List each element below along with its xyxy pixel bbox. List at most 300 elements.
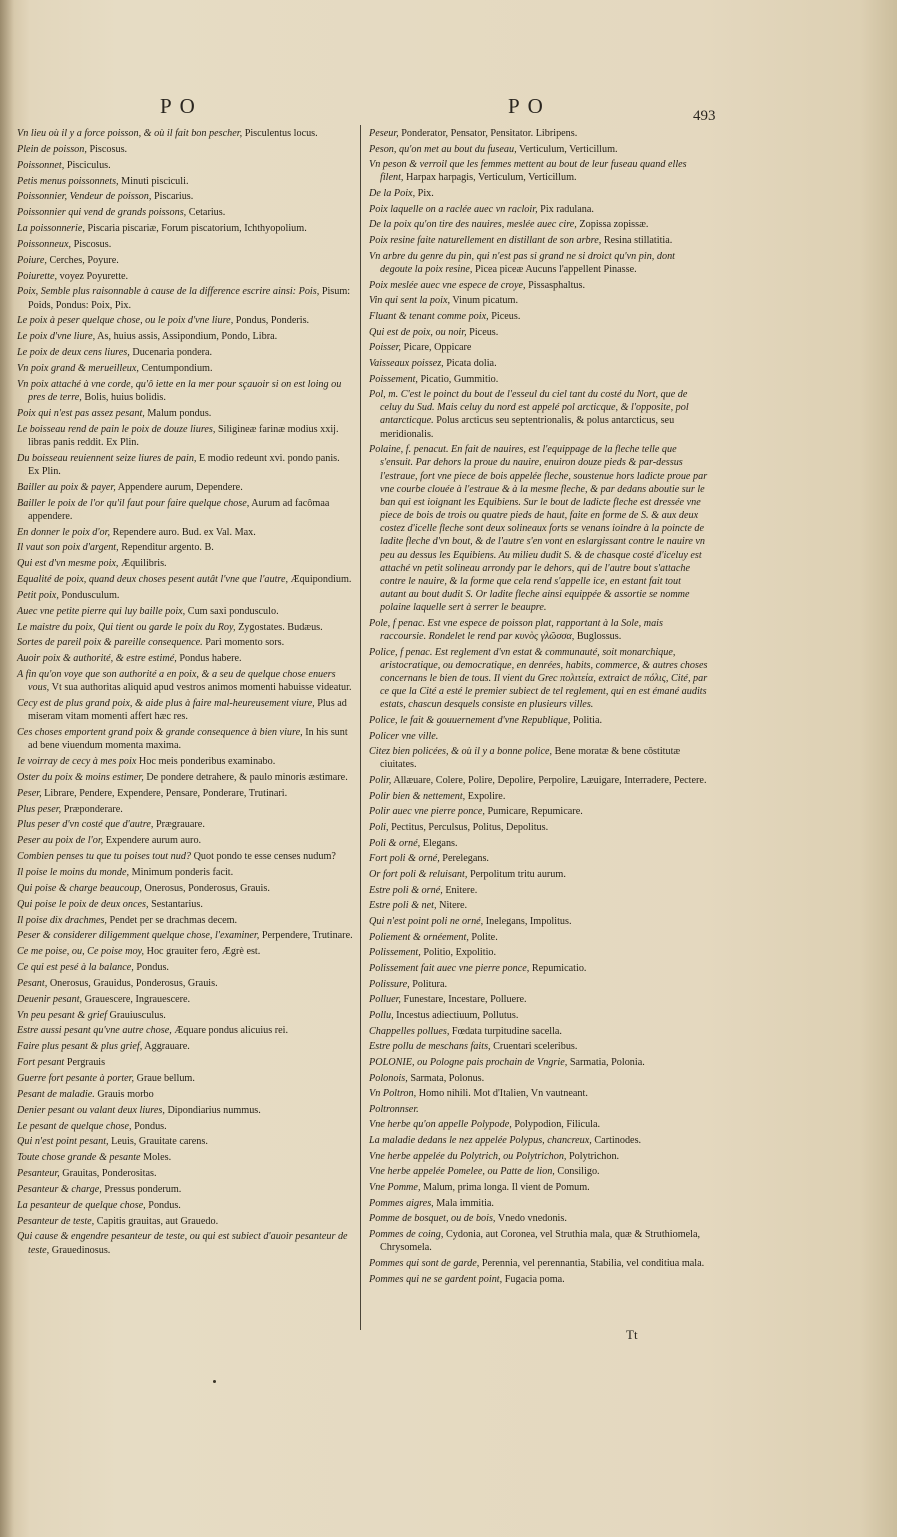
dictionary-entry xyxy=(369,884,709,897)
entry-french: Policer vne ville. xyxy=(369,730,439,742)
dictionary-entry xyxy=(17,726,353,752)
dictionary-entry xyxy=(369,852,709,865)
entry-latin: Cum saxi pondusculo. xyxy=(185,605,279,617)
entry-french: Estre pollu de meschans faits, xyxy=(369,1041,491,1053)
entry-latin: Sarmatia, Polonia. xyxy=(567,1056,645,1068)
entry-latin: In his sunt ad bene viuendum momenta maxima. xyxy=(28,727,348,752)
entry-french: Qui est d'vn mesme poix, xyxy=(17,558,119,570)
entry-french: Vaisseaux poissez, xyxy=(369,357,444,369)
dictionary-entry xyxy=(369,868,709,881)
entry-latin: Harpax harpagis, Verticulum, Verticillum. xyxy=(403,172,577,184)
dictionary-entry xyxy=(17,589,353,602)
entry-latin: Perpendere, Trutinare. xyxy=(259,930,353,942)
entry-latin: Pix radulana. xyxy=(537,203,594,215)
dictionary-entry xyxy=(17,1088,353,1101)
entry-french: Denier pesant ou valant deux liures, xyxy=(17,1104,165,1116)
entry-latin: Grauescere, Ingrauescere. xyxy=(82,993,191,1005)
binding-shadow xyxy=(0,0,14,1537)
dictionary-entry xyxy=(17,961,353,974)
entry-latin: Resina stillatitia. xyxy=(601,235,673,247)
entry-latin: Onerosus, Grauidus, Ponderosus, Grauis. xyxy=(47,977,218,989)
entry-french: Peser, xyxy=(17,787,42,799)
dictionary-entry xyxy=(369,646,709,712)
entry-french: Polissement fait auec vne pierre ponce, xyxy=(369,962,530,974)
entry-french: Le boisseau rend de pain le poix de douze liures, xyxy=(17,423,216,435)
entry-latin: Perpolitum tritu aurum. xyxy=(467,868,566,880)
entry-french: Pomme de bosquet, ou de bois, xyxy=(369,1213,496,1225)
dictionary-entry xyxy=(369,745,709,771)
dictionary-entry xyxy=(17,914,353,927)
entry-french: Vn poix grand & merueilleux, xyxy=(17,362,139,374)
entry-latin: Graue bellum. xyxy=(134,1072,195,1084)
entry-latin: Polite. xyxy=(468,931,498,943)
ornament-dot xyxy=(213,1380,216,1383)
dictionary-entry xyxy=(369,357,709,370)
entry-french: Plein de poisson, xyxy=(17,143,87,155)
dictionary-entry xyxy=(17,452,353,478)
dictionary-entry xyxy=(369,294,709,307)
entry-french: La pesanteur de quelque chose, xyxy=(17,1199,146,1211)
entry-french: Polonois, xyxy=(369,1072,408,1084)
entry-french: Vne herbe appelée du Polytrich, ou Polytrichon, xyxy=(369,1150,567,1162)
entry-french: Pollu, xyxy=(369,1009,394,1021)
entry-french: Estre poli & orné, xyxy=(369,884,443,896)
entry-latin: Fugacia poma. xyxy=(502,1273,565,1285)
entry-french: Qui poise & charge beaucoup, xyxy=(17,882,142,894)
dictionary-entry xyxy=(17,697,353,723)
dictionary-entry xyxy=(17,206,353,219)
column-rule xyxy=(360,125,361,1330)
entry-french: Pommes qui ne se gardent point, xyxy=(369,1273,503,1285)
entry-french: Fluant & tenant comme poix, xyxy=(369,310,489,322)
entry-latin: Expendere aurum auro. xyxy=(103,835,202,847)
entry-latin: Pisculentus locus. xyxy=(242,128,318,139)
entry-french: Peser & considerer diligemment quelque chose, l'examiner, xyxy=(17,930,260,942)
entry-french: Poix meslée auec vne espece de croye, xyxy=(369,279,526,291)
entry-latin: Vnedo vnedonis. xyxy=(495,1213,567,1225)
entry-latin: Pondusculum. xyxy=(58,589,120,601)
entry-french: Petit poix, xyxy=(17,589,59,601)
running-head-left: PO xyxy=(160,94,203,118)
dictionary-entry xyxy=(17,1009,353,1022)
entry-french: En donner le poix d'or, xyxy=(17,526,111,538)
dictionary-entry xyxy=(369,1257,709,1270)
entry-latin: Appendere aurum, Dependere. xyxy=(115,481,243,493)
dictionary-entry xyxy=(17,254,353,267)
entry-french: Pommes de coing, xyxy=(369,1229,444,1241)
dictionary-entry xyxy=(17,787,353,800)
entry-french: Auoir poix & authorité, & estre estimé, xyxy=(17,653,177,665)
dictionary-entry xyxy=(17,190,353,203)
entry-french: Police, le fait & gouuernement d'vne Republique, xyxy=(369,714,571,726)
dictionary-entry xyxy=(369,837,709,850)
entry-latin: Pumicare, Repumicare. xyxy=(484,806,583,818)
entry-latin: Enitere. xyxy=(442,884,478,896)
entry-french: Oster du poix & moins estimer, xyxy=(17,771,144,783)
entry-latin: Inelegans, Impolitus. xyxy=(483,915,572,927)
dictionary-entry xyxy=(369,158,709,184)
entry-french: Plus peser, xyxy=(17,803,62,815)
dictionary-entry xyxy=(17,1215,353,1228)
entry-latin: Hoc meis ponderibus examinabo. xyxy=(136,756,276,768)
dictionary-entry xyxy=(369,326,709,339)
dictionary-entry xyxy=(17,159,353,172)
entry-latin: Piscaria piscariæ, Forum piscatorium, Ichthyopolium. xyxy=(84,223,307,235)
entry-french: Poissonnier, Vendeur de poisson, xyxy=(17,191,152,203)
dictionary-entry xyxy=(369,821,709,834)
entry-latin: Polypodion, Filicula. xyxy=(511,1119,601,1131)
entry-french: Vne herbe appelée Pomelee, ou Patte de lion, xyxy=(369,1166,555,1178)
dictionary-entry xyxy=(17,330,353,343)
entry-french: Qui cause & engendre pesanteur de teste, ou qui est subiect d'auoir pesanteur de teste, xyxy=(17,1231,348,1256)
entry-latin: Aurum ad facômaa appendere. xyxy=(28,497,330,522)
entry-latin: Pectitus, Perculsus, Politus, Depolitus. xyxy=(388,822,549,833)
entry-latin: Librare, Pendere, Expendere, Pensare, Ponderare, Trutinari. xyxy=(41,787,288,799)
entry-latin: Elegans. xyxy=(420,837,458,849)
dictionary-entry xyxy=(17,526,353,539)
entry-french: Pesanteur, xyxy=(17,1168,60,1180)
entry-latin: Cruentari sceleribus. xyxy=(490,1041,578,1053)
entry-french: Poiurette, xyxy=(17,270,58,282)
dictionary-entry xyxy=(17,1104,353,1117)
entry-latin: Piceus. xyxy=(466,326,499,338)
dictionary-entry xyxy=(17,127,353,140)
dictionary-entry xyxy=(17,866,353,879)
entry-latin: Grauedinosus. xyxy=(49,1244,111,1256)
dictionary-entry xyxy=(17,850,353,863)
entry-latin: Zygostates. Budæus. xyxy=(235,621,323,633)
dictionary-entry xyxy=(369,774,709,787)
dictionary-entry xyxy=(369,388,709,441)
dictionary-entry xyxy=(17,238,353,251)
entry-latin: Cerches, Poyure. xyxy=(46,254,119,266)
dictionary-entry xyxy=(369,978,709,991)
entry-latin: Cetarius. xyxy=(186,207,226,219)
dictionary-entry xyxy=(369,993,709,1006)
dictionary-entry xyxy=(17,818,353,831)
dictionary-entry xyxy=(369,1134,709,1147)
entry-french: Poissonnier qui vend de grands poissons, xyxy=(17,207,187,219)
entry-latin: Picare, Oppicare xyxy=(400,342,472,354)
entry-french: Citez bien policées, & où il y a bonne police, xyxy=(369,746,553,758)
entry-french: Vin qui sent la poix, xyxy=(369,295,451,307)
entry-french: Qui n'est point poli ne orné, xyxy=(369,915,484,927)
dictionary-entry xyxy=(369,915,709,928)
entry-latin: Expolire. xyxy=(465,790,506,802)
dictionary-entry xyxy=(17,929,353,942)
entry-latin: Vinum picatum. xyxy=(450,295,518,307)
entry-french: Poli, xyxy=(369,822,389,833)
dictionary-entry xyxy=(369,1181,709,1194)
entry-latin: Vt sua authoritas aliquid apud vestros animos momenti habuisse videatur. xyxy=(49,682,352,694)
entry-latin: Grauitas, Ponderositas. xyxy=(59,1168,157,1180)
entry-french: Pesanteur de teste, xyxy=(17,1215,95,1227)
entry-latin: Rependitur argento. B. xyxy=(118,542,214,554)
entry-latin: E modio redeunt xvi. pondo panis. Ex Plin. xyxy=(28,452,340,477)
entry-french: Polissement, xyxy=(369,947,421,959)
dictionary-entry xyxy=(369,310,709,323)
dictionary-entry xyxy=(17,378,353,404)
dictionary-entry xyxy=(17,755,353,768)
entry-latin: De pondere detrahere, & paulo minoris æstimare. xyxy=(143,771,348,783)
entry-latin: Mala immitia. xyxy=(433,1197,494,1209)
dictionary-entry xyxy=(17,1230,353,1256)
entry-latin: Grauiusculus. xyxy=(106,1009,166,1021)
entry-french: Du boisseau reuiennent seize liures de pain, xyxy=(17,452,197,464)
dictionary-entry xyxy=(369,443,709,614)
entry-latin: Polytrichon. xyxy=(566,1150,620,1162)
entry-latin: Pix. xyxy=(415,188,434,200)
dictionary-entry xyxy=(369,279,709,292)
dictionary-entry xyxy=(369,1009,709,1022)
entry-french: Pol, m. C'est le poinct du bout de l'esseul du ciel tant du costé du Nort, que de celuy du Sud. Mais celuy du nord est appelé pol arcticque, & l'opposite, pol antarcticque. xyxy=(369,389,689,427)
dictionary-entry xyxy=(17,1072,353,1085)
entry-french: A fin qu'on voye que son authorité a en poix, & a seu de quelque chose enuers vous, xyxy=(17,669,336,694)
dictionary-entry xyxy=(369,1056,709,1069)
dictionary-entry xyxy=(369,899,709,912)
dictionary-entry xyxy=(369,946,709,959)
entry-latin: Funestare, Incestare, Polluere. xyxy=(400,994,527,1006)
entry-french: Vne Pomme, xyxy=(369,1182,421,1194)
dictionary-entry xyxy=(17,362,353,375)
entry-latin: Pondus habere. xyxy=(176,653,242,665)
entry-latin: Præponderare. xyxy=(61,803,123,815)
entry-french: Fort poli & orné, xyxy=(369,853,440,865)
entry-latin: voyez Poyurette. xyxy=(57,270,129,282)
entry-french: Polir bien & nettement, xyxy=(369,790,466,802)
entry-french: Poisser, xyxy=(369,342,401,354)
entry-french: Ce qui est pesé à la balance, xyxy=(17,962,134,974)
dictionary-entry xyxy=(17,573,353,586)
dictionary-entry xyxy=(17,945,353,958)
entry-latin: Piscosus. xyxy=(86,143,128,155)
entry-french: Ces choses emportent grand poix & grande consequence à bien viure, xyxy=(17,727,303,739)
right-column xyxy=(369,127,709,1288)
dictionary-entry xyxy=(369,1165,709,1178)
entry-french: Vn lieu où il y a force poisson, & où il fait bon pescher, xyxy=(17,128,243,139)
entry-latin: Pressus ponderum. xyxy=(101,1183,182,1195)
dictionary-entry xyxy=(17,541,353,554)
dictionary-entry xyxy=(17,222,353,235)
entry-french: Poissement, xyxy=(369,373,418,385)
entry-latin: Centumpondium. xyxy=(138,362,213,374)
entry-latin: Politura. xyxy=(409,978,448,990)
entry-french: Polissure, xyxy=(369,978,410,990)
dictionary-entry xyxy=(369,373,709,386)
entry-french: Vn peu pesant & grief xyxy=(17,1009,107,1021)
entry-french: Or fort poli & reluisant, xyxy=(369,868,468,880)
entry-french: Le pesant de quelque chose, xyxy=(17,1120,132,1132)
entry-latin: Verticulum, Verticillum. xyxy=(516,143,618,155)
entry-french: Poiure, xyxy=(17,254,47,266)
dictionary-entry xyxy=(17,834,353,847)
entry-latin: As, huius assis, Assipondium, Pondo, Libra. xyxy=(95,331,278,343)
entry-french: Fort pesant xyxy=(17,1057,65,1069)
dictionary-entry xyxy=(17,1199,353,1212)
dictionary-entry xyxy=(17,175,353,188)
entry-latin: Pendet per se drachmas decem. xyxy=(106,914,238,926)
entry-french: Petis menus poissonnets, xyxy=(17,175,119,187)
entry-french: Bailler au poix & payer, xyxy=(17,481,116,493)
entry-french: Plus peser d'vn costé que d'autre, xyxy=(17,819,154,831)
dictionary-entry xyxy=(17,1120,353,1133)
dictionary-entry xyxy=(17,605,353,618)
entry-french: Pommes aigres, xyxy=(369,1197,434,1209)
dictionary-entry xyxy=(17,621,353,634)
dictionary-entry xyxy=(369,187,709,200)
entry-french: Faire plus pesant & plus grief, xyxy=(17,1041,143,1053)
entry-french: Polluer, xyxy=(369,994,401,1006)
entry-latin: Hoc grauiter fero, Ægrè est. xyxy=(144,946,261,958)
entry-french: Pesanteur & charge, xyxy=(17,1183,102,1195)
entry-french: Poltronnser. xyxy=(369,1103,419,1115)
dictionary-entry xyxy=(17,285,353,311)
dictionary-entry xyxy=(17,143,353,156)
dictionary-entry xyxy=(17,481,353,494)
dictionary-entry xyxy=(17,407,353,420)
dictionary-entry xyxy=(369,1197,709,1210)
entry-french: Poissonneux, xyxy=(17,238,72,250)
entry-french: Qui poise le poix de deux onces, xyxy=(17,898,149,910)
entry-french: Poli & orné, xyxy=(369,837,421,849)
entry-french: Le poix d'vne liure, xyxy=(17,331,96,343)
entry-latin: Grauis morbo xyxy=(94,1088,154,1100)
entry-latin: Sarmata, Polonus. xyxy=(407,1072,485,1084)
entry-french: Auec vne petite pierre qui luy baille poix, xyxy=(17,605,186,617)
entry-french: Il poise dix drachmes, xyxy=(17,914,107,926)
entry-french: Toute chose grande & pesante xyxy=(17,1152,141,1164)
entry-latin: Leuis, Grauitate carens. xyxy=(108,1136,208,1148)
entry-french: Pommes qui sont de garde, xyxy=(369,1257,480,1269)
entry-french: Poix qui n'est pas assez pesant, xyxy=(17,407,145,419)
entry-latin: Siligineæ farinæ modius xxij. libras panis reddit. Ex Plin. xyxy=(28,423,339,448)
entry-french: Poliement & ornéement, xyxy=(369,931,469,943)
entry-french: De la Poix, xyxy=(369,188,416,200)
entry-latin: Moles. xyxy=(140,1152,172,1164)
signature-mark: Tt xyxy=(626,1327,638,1342)
entry-latin: Sestantarius. xyxy=(148,898,203,910)
dictionary-entry xyxy=(369,1228,709,1254)
entry-latin: Polus arcticus seu septentrionalis, & polus antarcticus, seu meridionalis. xyxy=(380,415,675,440)
entry-latin: Plus ad miseram vitam momenti affert hæc res. xyxy=(28,698,347,723)
entry-french: Pesant de maladie. xyxy=(17,1088,95,1100)
entry-french: Le maistre du poix, Qui tient ou garde le poix du Roy, xyxy=(17,621,236,633)
dictionary-entry xyxy=(17,1183,353,1196)
entry-latin: Pissasphaltus. xyxy=(525,279,586,291)
dictionary-entry xyxy=(369,1040,709,1053)
dictionary-entry xyxy=(369,218,709,231)
entry-latin: Picata dolia. xyxy=(443,357,497,369)
entry-latin: Pergrauis xyxy=(64,1057,106,1069)
entry-latin: Ducenaria pondera. xyxy=(129,347,213,359)
entry-latin: Dipondiarius nummus. xyxy=(164,1104,261,1116)
entry-french: Pesant, xyxy=(17,977,48,989)
entry-latin: Bene moratæ & bene cōstitutæ ciuitates. xyxy=(380,746,681,771)
dictionary-entry xyxy=(369,1072,709,1085)
entry-french: Polaine, f. penacut. En fait de nauires, est l'equippage de la fleche telle que s'ensuit. Par dehors la proue du nauire, enuiron douze pieds & par-dessus l'estraue, fort vne piece de bois appelée fleche, soustenue hors ladicte proue par vne courbe clouée à l'estraue & à la mesme fleche, & par dedans aboutie sur le ban qui est ioignant les Equibiens. Sur le bout de ladicte fleche est dressée vne piece de bois de trois ou quatre pieds de haut, faite en forme de S. & aux deux costez d'icelle fleche sont deux solineaux forts se venans ioindre à la poincte de ladite fleche d'vn bout, & de l'autre s'en vont en eslargissant contre le nauire vn peu au dessus les Equibiens. Au milieu dudit S. & de chasque costé d'iceluy est attaché vn petit solineau arrondy par le dehors, qui de l'autre bout s'attache contre le nauire, & la forme que cela rend s'appelle ice, en estant fait tout autant au bout dudit S. Or ladite fleche ainsi equippée & assortie se nomme polaine laquelle sert à serrer le beaupre. xyxy=(369,444,708,614)
entry-french: Chappelles pollues, xyxy=(369,1025,450,1037)
entry-latin: Pondus. xyxy=(133,962,169,974)
entry-latin: Pisum: Poids, Pondus: Poix, Pix. xyxy=(28,286,351,311)
entry-french: Il vaut son poix d'argent, xyxy=(17,542,119,554)
entry-french: La poissonnerie, xyxy=(17,223,85,235)
dictionary-entry xyxy=(17,314,353,327)
running-head-right: PO xyxy=(508,94,551,118)
entry-latin: Æquare pondus alicuius rei. xyxy=(171,1025,289,1037)
dictionary-entry xyxy=(369,1212,709,1225)
entry-french: Deuenir pesant, xyxy=(17,993,83,1005)
dictionary-entry xyxy=(17,1151,353,1164)
dictionary-entry xyxy=(369,143,709,156)
entry-latin: Perennia, vel perennantia, Stabilia, vel conditiua mala. xyxy=(479,1257,705,1269)
dictionary-entry xyxy=(17,636,353,649)
entry-french: Vn Poltron, xyxy=(369,1088,417,1100)
dictionary-entry xyxy=(17,668,353,694)
entry-latin: Æquilibris. xyxy=(118,558,167,570)
entry-french: Sortes de pareil poix & pareille consequence. xyxy=(17,637,203,649)
entry-french: Le poix de deux cens liures, xyxy=(17,347,130,359)
dictionary-entry xyxy=(17,557,353,570)
entry-latin: Cydonia, aut Coronea, vel Struthia mala, quæ & Struthiomela, Chrysomela. xyxy=(380,1229,701,1254)
entry-latin: Zopissa zopissæ. xyxy=(576,219,649,231)
entry-latin: Piscarius. xyxy=(151,191,194,203)
entry-latin: Aggrauare. xyxy=(142,1041,190,1053)
dictionary-entry xyxy=(369,805,709,818)
entry-latin: Minuti pisciculi. xyxy=(118,175,189,187)
entry-latin: Piceus. xyxy=(488,310,521,322)
entry-french: Qui est de poix, ou noir, xyxy=(369,326,467,338)
entry-latin: Pondus. xyxy=(131,1120,167,1132)
entry-latin: Pari momento sors. xyxy=(202,637,285,649)
entry-latin: Pondus. xyxy=(145,1199,181,1211)
dictionary-entry xyxy=(17,346,353,359)
entry-latin: Æquipondium. xyxy=(288,574,352,586)
dictionary-entry xyxy=(17,1135,353,1148)
dictionary-entry xyxy=(17,977,353,990)
dictionary-entry xyxy=(17,497,353,523)
dictionary-entry xyxy=(17,803,353,816)
entry-latin: Capitis grauitas, aut Grauedo. xyxy=(94,1215,219,1227)
entry-french: Poix resine faite naturellement en distillant de son arbre, xyxy=(369,235,602,247)
entry-latin: Nitere. xyxy=(436,900,468,912)
page-number: 493 xyxy=(693,108,716,124)
dictionary-entry xyxy=(369,714,709,727)
entry-latin: Rependere auro. Bud. ex Val. Max. xyxy=(110,526,256,538)
entry-french: De la poix qu'on tire des nauires, meslée auec cire, xyxy=(369,219,577,231)
entry-latin: Pisciculus. xyxy=(64,159,111,171)
entry-latin: Homo nihili. Mot d'Italien, Vn vautneant. xyxy=(416,1088,588,1100)
dictionary-entry xyxy=(369,203,709,216)
entry-latin: Politio, Expolitio. xyxy=(420,947,497,959)
entry-french: Estre aussi pesant qu'vne autre chose, xyxy=(17,1025,172,1037)
entry-latin: Minimum ponderis facit. xyxy=(129,867,234,878)
entry-french: Combien penses tu que tu poises tout nud? xyxy=(17,851,192,863)
entry-latin: Ponderator, Pensator, Pensitator. Libripens. xyxy=(398,128,578,139)
entry-french: Pole, f penac. Est vne espece de poisson plat, rapportant à la Sole, mais raccoursie. Rondelet le rend par κυνὸς γλῶσσα, xyxy=(369,617,663,642)
dictionary-entry xyxy=(369,962,709,975)
dictionary-entry xyxy=(369,1087,709,1100)
dictionary-entry xyxy=(369,1150,709,1163)
dictionary-entry xyxy=(369,931,709,944)
dictionary-entry xyxy=(369,1118,709,1131)
dictionary-entry xyxy=(369,234,709,247)
dictionary-entry xyxy=(17,1056,353,1069)
entry-french: POLONIE, ou Pologne pais prochain de Vngrie, xyxy=(369,1056,568,1068)
dictionary-entry xyxy=(369,730,709,743)
entry-french: Police, f penac. Est reglement d'vn estat & communauté, soit monarchique, aristocratique, ou democratique, en denrées, habits, commerce, & autres choses concernans le bien de tous. Il vient du Grec πολιτεία, extraict de πόλις, Cité, par ce que la Cité a esté le premier subiect de tel reglement, qui en est émané audits estats, chascun desquels consiste en plusieurs villes. xyxy=(369,646,708,711)
entry-french: Vn peson & verroil que les femmes mettent au bout de leur fuseau quand elles filent, xyxy=(369,159,687,184)
entry-latin: Malum, prima longa. Il vient de Pomum. xyxy=(420,1182,590,1194)
